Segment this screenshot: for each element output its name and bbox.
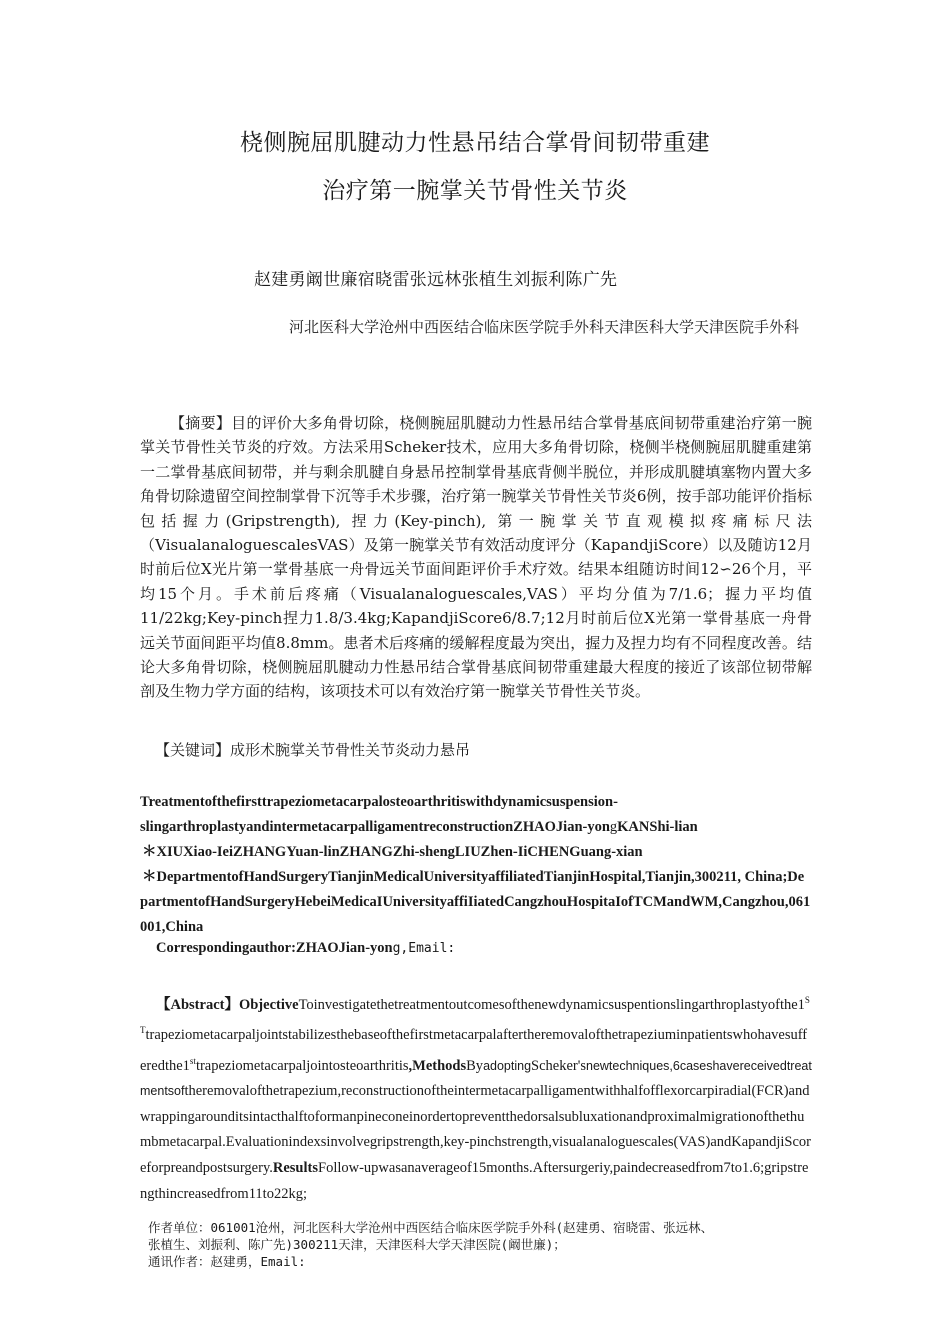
results-label: Results	[272, 1160, 318, 1177]
corresponding-author-label: Correspondingauthor:ZHAOJian-yon	[156, 940, 393, 956]
english-affiliation: ＊DepartmentofHandSurgeryTianjinMedicalUniversityaffiliatedTianjinHospital,Tianjin,300211, China;DepartmentofHandSurgeryHebeiMedicaIUniversityaffiIiatedCangzhouHospitaIofTCMandWM,Cangzhou,061001,China	[140, 869, 811, 935]
methods-text-c: theremovalofthetrapezium,reconstructionoftheintermetacarpalligamentwithhalfofflexorcarpiradial(FCR)andwrappingarounditsintacthalftoformanpineconeinordertopreventthedorsalsubluxationandproximalmigrationofthethumbmetacarpal.Evaluationindexsinvolvegripstrength,key-pinchstrength,visualanaloguescales(VAS)andKapandjiScoreforpreandpostsurgery.	[140, 1083, 811, 1177]
objective-text-a: Toinvestigatethetreatmentoutcomesofthenewdynamicsuspentionslingarthroplastyofthe1	[298, 996, 805, 1013]
methods-label: ,Methods	[408, 1057, 467, 1074]
methods-small-b: newtechniques,6caseshavereceivedtreatmentsof	[140, 1058, 812, 1099]
english-title-part-b: g	[609, 819, 618, 835]
corresponding-author	[156, 940, 455, 957]
english-title-line-1: Treatmentofthefirsttrapeziometacarpalosteoarthritiswithdynamicsuspension-	[140, 794, 618, 810]
abstract-label: 【Abstract】	[156, 996, 239, 1013]
english-title-part-c: KANShi-lian	[617, 819, 698, 835]
methods-text-a: By	[466, 1057, 484, 1074]
objective-label: Objective	[238, 996, 299, 1013]
superscript-st-2: st	[189, 1055, 196, 1066]
abstract-chinese: 【摘要】目的评价大多角骨切除，桡侧腕屈肌腱动力性悬吊结合掌骨基底间韧带重建治疗第一腕掌关节骨性关节炎的疗效。方法采用Scheker技术，应用大多角骨切除，桡侧半桡侧腕屈肌腱重建第一二掌骨基底间韧带，并与剩余肌腱自身悬吊控制掌骨基底背侧半脱位，并形成肌腱填塞物内置大多角骨切除遗留空间控制掌骨下沉等手术步骤，治疗第一腕掌关节骨性关节炎6例，按手部功能评价指标包括握力(Gripstrength), 捏力(Key-pinch), 第一腕掌关节直观模拟疼痛标尺法（VisualanaloguescalesVAS）及第一腕掌关节有效活动度评分（KapandjiScore）以及随访12月时前后位X光片第一掌骨基底一舟骨远关节面间距评价手术疗效。结果本组随访时间12∽26个月，平均15个月。手术前后疼痛（Visualanaloguescales,VAS）平均分值为7/1.6；握力平均值11/22kg;Key-pinch捏力1.8/3.4kg;KapandjiScore6/8.7;12月时前后位X光第一掌骨基底一舟骨远关节面间距平均值8.8mm。患者术后疼痛的缓解程度最为突出，握力及捏力均有不同程度改善。结论大多角骨切除，桡侧腕屈肌腱动力性悬吊结合掌骨基底间韧带重建最大程度的接近了该部位韧带解剖及生物力学方面的结构，该项技术可以有效治疗第一腕掌关节骨性关节炎。	[140, 414, 812, 701]
english-title-part-a: slingarthroplastyandintermetacarpalligamentreconstructionZHAOJian-yon	[140, 819, 610, 835]
footnote	[148, 1219, 788, 1270]
english-title-line-2	[140, 815, 812, 840]
corresponding-author-email: g,Email:	[392, 941, 456, 956]
objective-text-c: trapeziometacarpaljointosteoarthritis	[195, 1057, 409, 1074]
objective-text-b: trapeziometacarpaljointstabilizesthebaseofthefirstmetacarpalaftertheremovalofthetrapeziuminpatientswhohavesufferedthe1	[140, 1027, 808, 1074]
keywords-chinese: 【关键词】成形术腕掌关节骨性关节炎动力悬吊	[155, 741, 471, 759]
methods-text-b: Scheker's	[531, 1057, 586, 1074]
affiliation: 河北医科大学沧州中西医结合临床医学院手外科天津医科大学天津医院手外科	[289, 318, 800, 336]
footnote-line-1: 作者单位：061001沧州，河北医科大学沧州中西医结合临床医学院手外科(赵建勇、宿晓雷、张远林、	[148, 1220, 714, 1235]
results-text: Follow-upwasanaverageof15months.Aftersurgeriy,paindecreasedfrom7to1.6;gripstrengthincreasedfrom11to22kg;	[140, 1160, 809, 1202]
title-line-1: 桡侧腕屈肌腱动力性悬吊结合掌骨间韧带重建	[240, 130, 710, 156]
footnote-line-3: 通讯作者：赵建勇，Email:	[148, 1254, 306, 1269]
authors: 赵建勇阚世廉宿晓雷张远林张植生刘振利陈广先	[254, 270, 618, 290]
english-authors: ＊XIUXiao-IeiZHANGYuan-linZHANGZhi-shengLIUZhen-IiCHENGuang-xian	[142, 844, 643, 860]
abstract-english	[140, 988, 812, 1207]
superscript-st-1: ST	[140, 995, 810, 1036]
english-title-block	[140, 790, 812, 940]
methods-small-a: adopting	[483, 1058, 532, 1073]
title-line-2: 治疗第一腕掌关节骨性关节炎	[322, 178, 628, 204]
footnote-line-2: 张植生、刘振利、陈广先)300211天津，天津医科大学天津医院(阚世廉)；	[148, 1237, 566, 1252]
